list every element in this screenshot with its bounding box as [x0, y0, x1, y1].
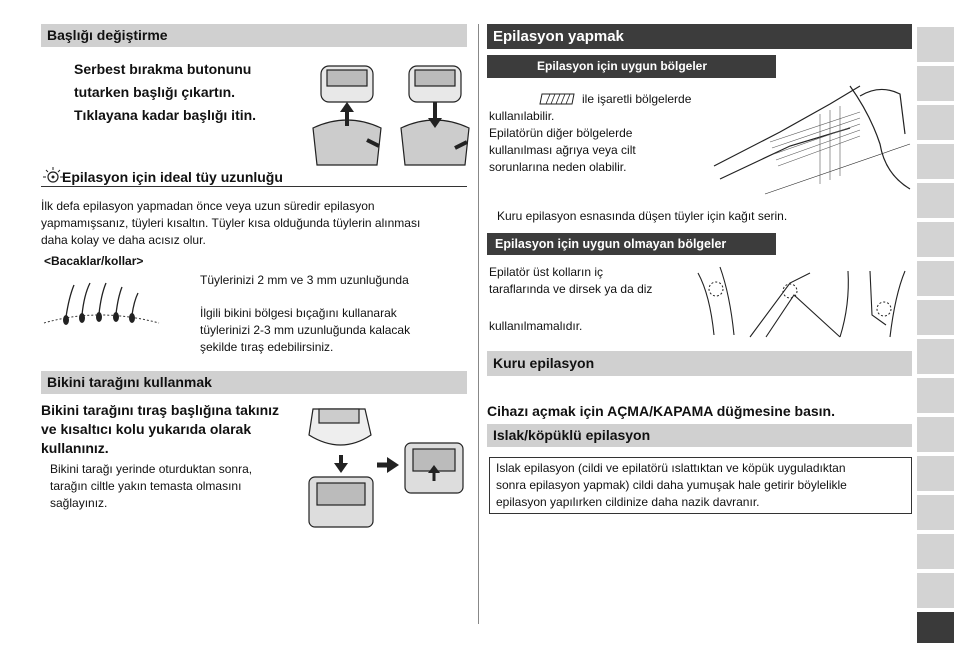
column-divider — [478, 24, 479, 624]
suitable-description — [489, 108, 636, 176]
hair-length-intro — [41, 198, 420, 249]
chapter-tab[interactable] — [917, 144, 954, 179]
chapter-tab[interactable] — [917, 261, 954, 296]
wet-epilation-info-box — [489, 457, 912, 514]
chapter-tab[interactable] — [917, 105, 954, 140]
instruction-line: Tıklayana kadar başlığı itin. — [74, 107, 257, 123]
note-line: sağlayınız. — [50, 496, 108, 510]
section-underline — [41, 186, 467, 187]
unsuitable-areas-illustration — [690, 265, 912, 337]
bikini-line: İlgili bikini bölgesi bıçağını kullanarak — [200, 306, 397, 320]
chapter-tab[interactable] — [917, 456, 954, 491]
unsuitable-description — [489, 264, 652, 298]
bikini-trim-text — [200, 305, 410, 356]
bikini-comb-note — [50, 461, 252, 512]
note-line: tarağın ciltle yakın temasta olmasını — [50, 479, 242, 493]
instruction-line: Bikini tarağını tıraş başlığına takınız — [41, 402, 280, 418]
intro-line: İlk defa epilasyon yapmadan önce veya uzun süredir epilasyon — [41, 199, 375, 213]
section-header-bikini-comb: Bikini tarağını kullanmak — [41, 371, 467, 394]
suitable-line1: ile işaretli bölgelerde — [582, 92, 692, 106]
bikini-comb-instructions — [41, 401, 279, 458]
hair-length-illustration — [44, 285, 159, 335]
chapter-tab[interactable] — [917, 300, 954, 335]
chapter-tab[interactable] — [917, 573, 954, 608]
head-change-instructions — [74, 58, 256, 127]
chapter-tab[interactable] — [917, 378, 954, 413]
chapter-tabs — [917, 27, 954, 647]
subheader-suitable-areas: Epilasyon için uygun bölgeler — [487, 55, 776, 78]
bikini-line: tüylerinizi 2-3 mm uzunluğunda kalacak — [200, 323, 411, 337]
instruction-line: tutarken başlığı çıkartın. — [74, 84, 236, 100]
chapter-tab[interactable] — [917, 534, 954, 569]
lightbulb-icon — [43, 166, 63, 186]
chapter-tab-active[interactable] — [917, 612, 954, 643]
head-change-illustration — [305, 60, 465, 165]
bikini-comb-illustration — [305, 405, 465, 530]
suitable-line: sorunlarına neden olabilir. — [489, 160, 627, 174]
legs-arms-subhead: <Bacaklar/kollar> — [44, 254, 144, 268]
unsuitable-line: Epilatör üst kolların iç — [489, 265, 604, 279]
chapter-tab[interactable] — [917, 417, 954, 452]
section-header-ideal-hair-length: Epilasyon için ideal tüy uzunluğu — [62, 169, 283, 185]
instruction-line: ve kısaltıcı kolu yukarıda olarak — [41, 421, 252, 437]
intro-line: yapmamışsanız, tüyleri kısaltın. Tüyler kısa olduğunda tüylerin alınması — [41, 216, 421, 230]
unsuitable-last-line: kullanılmamalıdır. — [489, 319, 583, 333]
suitable-line: kullanılması ağrıya veya cilt — [489, 143, 636, 157]
main-title-epilation: Epilasyon yapmak — [487, 24, 912, 49]
instruction-line: Serbest bırakma butonunu — [74, 61, 252, 77]
bikini-line: şekilde tıraş edebilirsiniz. — [200, 340, 334, 354]
unsuitable-line: taraflarında ve dirsek ya da diz — [489, 282, 653, 296]
chapter-tab[interactable] — [917, 183, 954, 218]
chapter-tab[interactable] — [917, 495, 954, 530]
hair-length-text: Tüylerinizi 2 mm ve 3 mm uzunluğunda — [200, 273, 409, 287]
paper-note: Kuru epilasyon esnasında düşen tüyler için kağıt serin. — [497, 209, 788, 223]
chapter-tab[interactable] — [917, 27, 954, 62]
instruction-line: kullanınız. — [41, 440, 109, 456]
wet-box-line: sonra epilasyon yapmak) cildi daha yumuşak hale getirir böylelikle — [496, 478, 847, 492]
intro-line: daha kolay ve daha acısız olur. — [41, 233, 206, 247]
note-line: Bikini tarağı yerinde oturduktan sonra, — [50, 462, 253, 476]
suitable-line: Epilatörün diğer bölgelerde — [489, 126, 633, 140]
subheader-unsuitable-areas: Epilasyon için uygun olmayan bölgeler — [487, 233, 776, 255]
legs-epilation-illustration — [710, 84, 910, 199]
suitable-line: kullanılabilir. — [489, 109, 555, 123]
chapter-tab[interactable] — [917, 339, 954, 374]
wet-box-line: epilasyon yapılırken cildinize daha nazik davranır. — [496, 495, 760, 509]
wet-box-line: Islak epilasyon (cildi ve epilatörü ıslattıktan ve köpük uyguladıktan — [496, 461, 846, 475]
dry-epilation-instruction: Cihazı açmak için AÇMA/KAPAMA düğmesine basın. — [487, 403, 835, 419]
chapter-tab[interactable] — [917, 222, 954, 257]
section-header-wet-epilation: Islak/köpüklü epilasyon — [487, 424, 912, 447]
chapter-tab[interactable] — [917, 66, 954, 101]
section-header-head-change: Başlığı değiştirme — [41, 24, 467, 47]
hatched-area-icon — [538, 92, 576, 104]
section-header-dry-epilation: Kuru epilasyon — [487, 351, 912, 376]
